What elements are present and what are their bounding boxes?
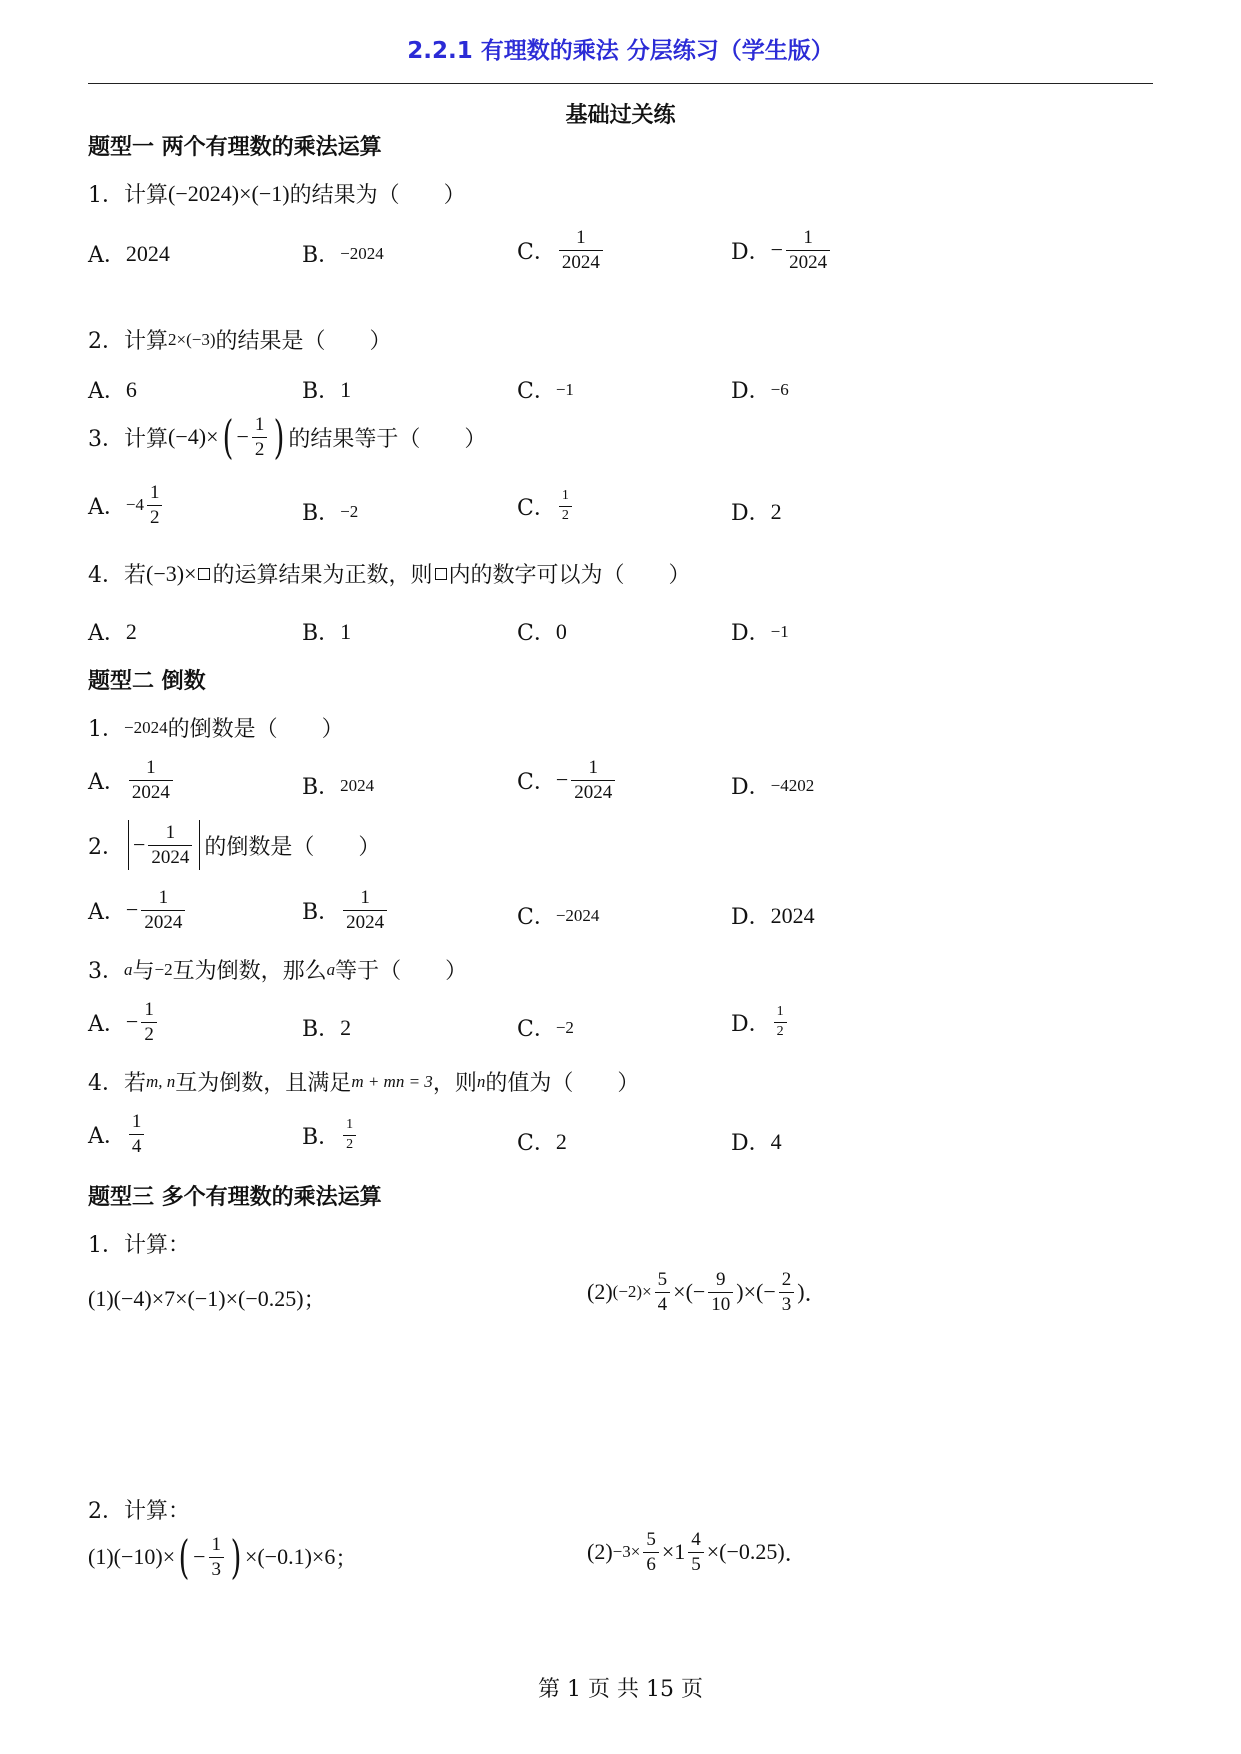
s1-q4-option-b[interactable]: B． 1 — [302, 618, 352, 646]
s2-q2-option-a[interactable]: A． − $\frac{1}{2024}$ — [88, 888, 188, 933]
question-text: 计算 — [124, 183, 169, 208]
s3-q1-part-2: (2) (−2)× $\frac{5}{4}$ ×(− $\frac{9}{10}$ )×(− $\frac{2}{3}$ ) ． — [587, 1269, 827, 1315]
section-heading-1: 题型一 两个有理数的乘法运算 — [88, 135, 382, 160]
s1-q3-option-b[interactable]: B． −2 — [302, 501, 359, 526]
fraction: $\frac{1}{2}$ — [774, 1005, 787, 1039]
document-title: 2.2.1 有理数的乘法 分层练习（学生版） — [407, 38, 834, 64]
s1-q3-option-d[interactable]: D． 2 — [731, 498, 782, 526]
s2-q1-option-c[interactable]: C． − $\frac{1}{2024}$ — [517, 758, 618, 803]
s2-q4-option-a[interactable]: A． $\frac{1}{4}$ — [88, 1112, 147, 1157]
math-expression: 2×(−3) — [168, 329, 216, 349]
s1-question-3: 3． 计算 (−4)× ( − $\frac{1}{2}$ ) 的结果等于（ ） — [88, 410, 487, 464]
s2-q2-option-d[interactable]: D． 2024 — [731, 902, 815, 930]
s1-question-2: 2． 计算 2×(−3) 的结果是（ ） — [88, 329, 392, 354]
math-expression: (−4)× — [168, 424, 219, 449]
s1-q2-option-a[interactable]: A． 6 — [88, 376, 137, 404]
s2-q3-option-a[interactable]: A． − $\frac{1}{2}$ — [88, 1000, 160, 1045]
s1-q1-option-b[interactable]: B． −2024 — [302, 243, 384, 268]
s2-q3-option-b[interactable]: B． 2 — [302, 1014, 352, 1042]
s1-q3-option-a[interactable]: A． −4 $\frac{1}{2}$ — [88, 483, 165, 528]
s1-q2-option-d[interactable]: D． −6 — [731, 379, 789, 404]
s1-q4-option-a[interactable]: A． 2 — [88, 618, 137, 646]
fraction: $\frac{1}{2}$ — [141, 1000, 157, 1045]
blank-box-icon — [435, 568, 447, 580]
blank-box-icon — [198, 568, 210, 580]
s2-q1-option-b[interactable]: B． 2024 — [302, 775, 375, 800]
fraction: $\frac{1}{2024}$ — [148, 823, 192, 868]
s2-q3-option-c[interactable]: C． −2 — [517, 1017, 574, 1042]
page-footer: 第 1 页 共 15 页 — [538, 1677, 703, 1702]
fraction: $\frac{1}{2}$ — [559, 489, 572, 523]
fraction: $\frac{1}{2024}$ — [571, 758, 615, 803]
s2-q4-option-c[interactable]: C． 2 — [517, 1128, 567, 1156]
header-divider — [88, 83, 1153, 84]
math-expression: (−3)× — [146, 560, 197, 586]
s1-question-4: 4． 若 (−3)× 的运算结果为正数，则 内的数字可以为（ ） — [88, 560, 691, 588]
question-number: 1． — [88, 183, 124, 208]
section-heading-3: 题型三 多个有理数的乘法运算 — [88, 1185, 382, 1210]
s2-q1-option-d[interactable]: D． −4202 — [731, 775, 815, 800]
fraction: $\frac{1}{2024}$ — [141, 888, 185, 933]
fraction: $\frac{1}{2}$ — [343, 1118, 356, 1152]
s1-q2-option-c[interactable]: C． −1 — [517, 379, 574, 404]
s2-q4-option-b[interactable]: B． $\frac{1}{2}$ — [302, 1118, 359, 1152]
s3-q2-part-1: (1) (−10)× ( − $\frac{1}{3}$ ) ×(−0.1)×6 ； — [88, 1530, 358, 1584]
fraction: $\frac{1}{2}$ — [147, 483, 163, 528]
s1-q4-option-d[interactable]: D． −1 — [731, 621, 789, 646]
fraction: $\frac{9}{10}$ — [708, 1270, 733, 1315]
s3-question-1-label: 1．计算： — [88, 1233, 190, 1258]
s1-question-1 — [88, 178, 466, 209]
fraction: $\frac{1}{2024}$ — [129, 758, 173, 803]
s3-question-2-label: 2．计算： — [88, 1499, 190, 1524]
fraction: $\frac{5}{4}$ — [655, 1270, 671, 1315]
fraction: $\frac{5}{6}$ — [643, 1530, 659, 1575]
fraction: $\frac{1}{2}$ — [252, 415, 268, 460]
fraction: $\frac{1}{2024}$ — [786, 228, 830, 273]
fraction: $\frac{2}{3}$ — [779, 1270, 795, 1315]
section-subtitle: 基础过关练 — [565, 103, 676, 128]
s2-q4-option-d[interactable]: D． 4 — [731, 1128, 782, 1156]
fraction: $\frac{1}{3}$ — [209, 1535, 225, 1580]
fraction: $\frac{1}{4}$ — [129, 1112, 145, 1157]
fraction: $\frac{1}{2024}$ — [559, 228, 603, 273]
s1-q1-option-c[interactable]: C． $\frac{1}{2024}$ — [517, 228, 606, 273]
question-text: 的结果为（ ） — [289, 183, 466, 208]
s2-question-3: 3． a 与 −2 互为倒数，那么 a 等于（ ） — [88, 959, 468, 984]
s3-q1-part-1: (1) (−4)×7×(−1)×(−0.25) ； — [88, 1285, 326, 1313]
s2-q3-option-d[interactable]: D． $\frac{1}{2}$ — [731, 1005, 790, 1039]
s2-q2-option-c[interactable]: C． −2024 — [517, 905, 600, 930]
fraction: $\frac{1}{2024}$ — [343, 888, 387, 933]
s1-q1-option-d[interactable]: D． − $\frac{1}{2024}$ — [731, 228, 833, 273]
fraction: $\frac{4}{5}$ — [688, 1530, 704, 1575]
s2-q2-option-b[interactable]: B． $\frac{1}{2024}$ — [302, 888, 390, 933]
s2-q1-option-a[interactable]: A． $\frac{1}{2024}$ — [88, 758, 176, 803]
section-heading-2: 题型二 倒数 — [88, 669, 206, 694]
s2-question-4: 4． 若 m, n 互为倒数，且满足 m + mn = 3 ，则 n 的值为（ ） — [88, 1071, 640, 1096]
s2-question-1: 1． −2024 的倒数是（ ） — [88, 717, 344, 742]
s1-q3-option-c[interactable]: C． $\frac{1}{2}$ — [517, 489, 575, 523]
s3-q2-part-2: (2) −3× $\frac{5}{6}$ ×1 $\frac{4}{5}$ ×(−0.25) ． — [587, 1529, 807, 1575]
math-expression: (−2024)×(−1) — [168, 180, 290, 206]
s1-q2-option-b[interactable]: B． 1 — [302, 376, 352, 404]
s1-q4-option-c[interactable]: C． 0 — [517, 618, 567, 646]
s2-question-2: 2． − $\frac{1}{2024}$ 的倒数是（ ） — [88, 820, 380, 870]
s1-q1-option-a[interactable]: A． 2024 — [88, 240, 170, 268]
